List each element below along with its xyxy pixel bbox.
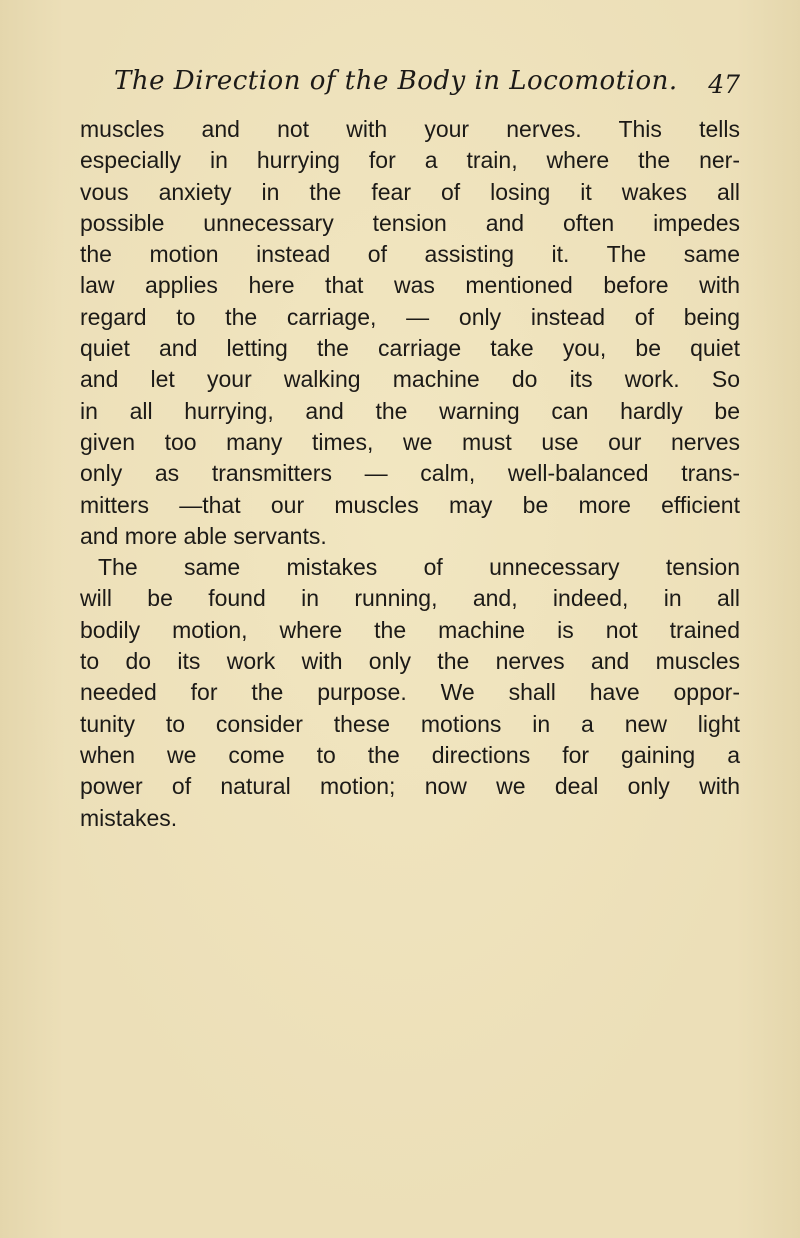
text-line: only as transmitters — calm, well-balanced trans- [80,460,740,487]
text-line: power of natural motion; now we deal only with [80,773,740,800]
text-line: in all hurrying, and the warning can hardly be [80,397,740,424]
text-line: possible unnecessary tension and often impedes [80,209,740,236]
text-line: given too many times, we must use our nerves [80,428,740,455]
text-line: mistakes. [80,804,178,831]
text-line: and let your walking machine do its work. So [80,366,740,393]
text-line: needed for the purpose. We shall have oppor- [80,679,740,706]
text-line: to do its work with only the nerves and muscles [80,648,740,675]
text-line: regard to the carriage, — only instead of being [80,303,740,330]
page-number: 47 [708,70,740,99]
text-line: quiet and letting the carriage take you, be quiet [80,335,740,362]
text-line: vous anxiety in the fear of losing it wakes all [80,178,740,205]
text-line [80,552,740,583]
body-text [80,114,740,834]
text-line: bodily motion, where the machine is not trained [80,616,740,643]
paragraph-1 [80,114,740,552]
text-line: the motion instead of assisting it. The same [80,241,740,268]
text-line: tunity to consider these motions in a new light [80,710,740,737]
running-head [80,66,740,106]
text-line: and more able servants. [80,522,327,549]
text-line: law applies here that was mentioned before with [80,272,740,299]
text-line: will be found in running, and, indeed, in all [80,585,740,612]
running-title: The Direction of the Body in Locomotion. [114,66,678,96]
indented-line-text: The same mistakes of unnecessary tension [98,554,740,581]
paragraph-2 [80,552,740,834]
text-line: when we come to the directions for gaining a [80,741,740,768]
text-line: especially in hurrying for a train, where the ner- [80,147,740,174]
text-line: muscles and not with your nerves. This tells [80,116,740,142]
text-line: mitters —that our muscles may be more efficient [80,491,740,518]
